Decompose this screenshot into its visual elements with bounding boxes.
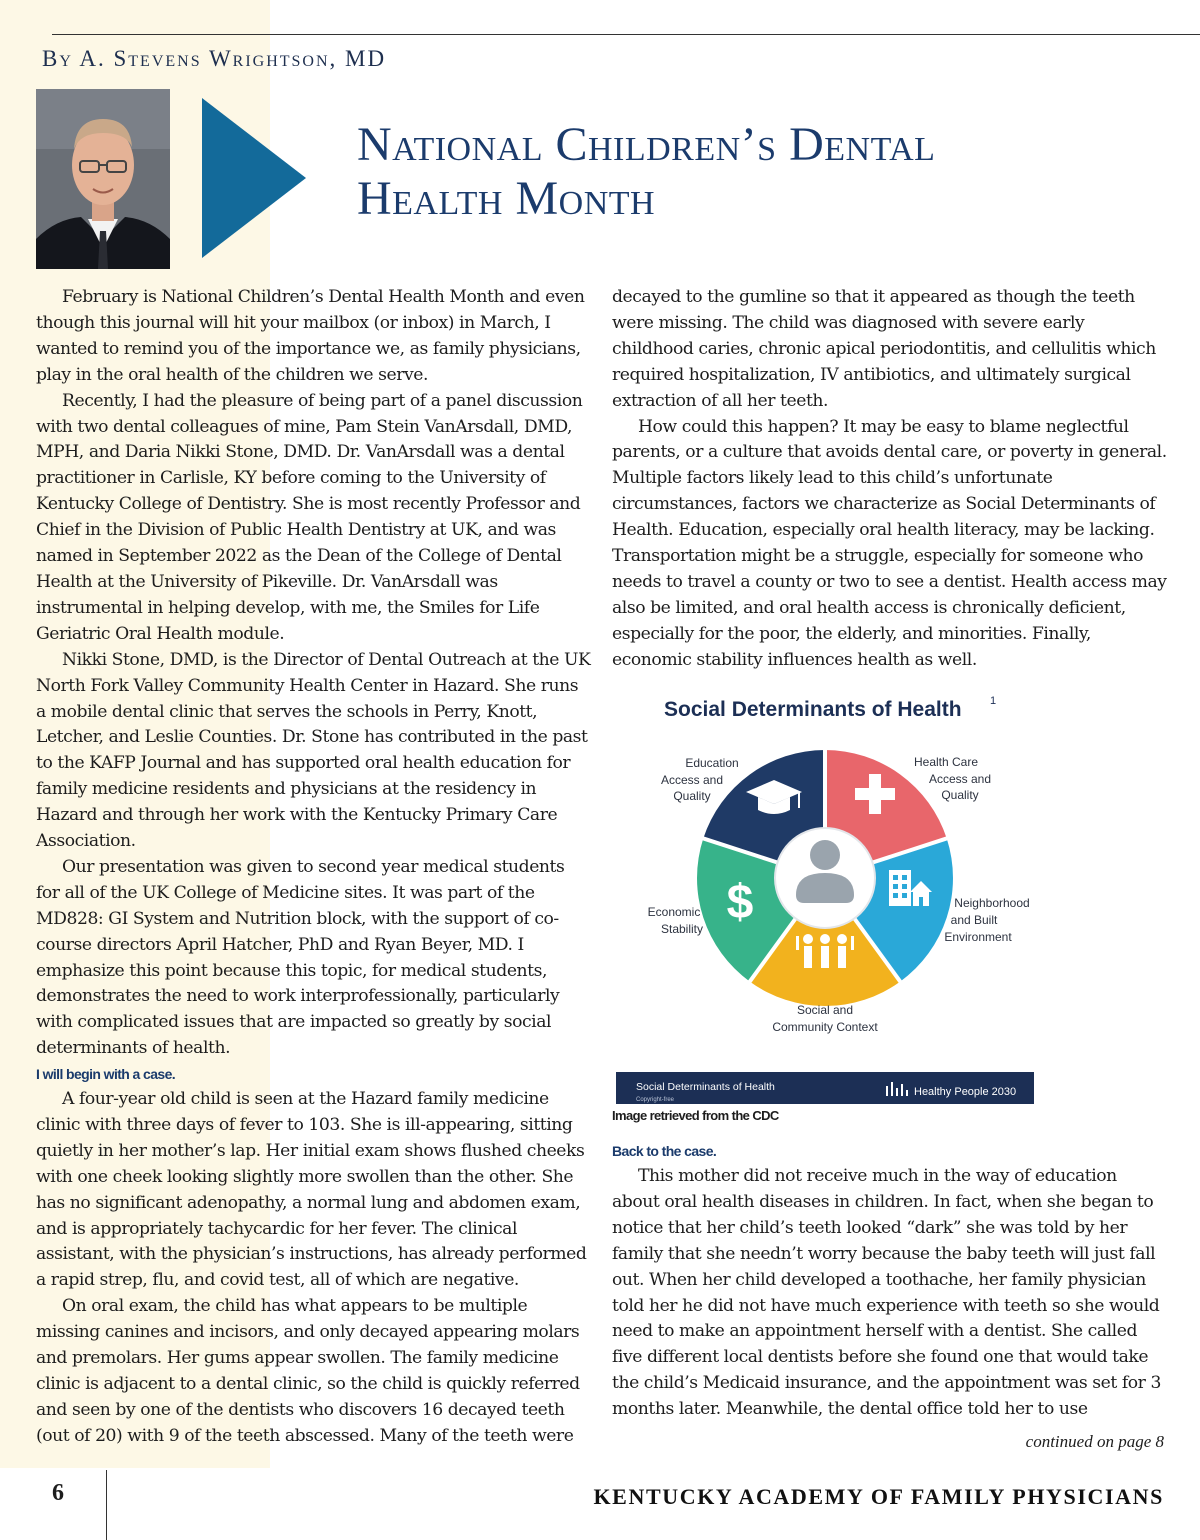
sdoh-label-social-1: Social and	[796, 1003, 854, 1017]
sdoh-label-neighborhood-2: and Built	[950, 913, 998, 927]
sdoh-label-health-2: Access and	[928, 772, 992, 786]
title-arrow-icon	[202, 98, 306, 262]
left-column-case	[36, 1087, 592, 1450]
paragraph: Our presentation was given to second year medical students for all of the UK College of Medicine sites. It was part of the MD828: GI System and Nutrition block, with the support of co-course directors April Hatcher, PhD and Ryan Beyer, MD. I emphasize this point because this topic, for medical students, demonstrates the need to work interprofessionally, particularly with complicated issues that are impacted so greatly by social determinants of health.	[36, 856, 565, 1059]
sdoh-label-education-2: Access and	[660, 773, 724, 787]
image-caption: Image retrieved from the CDC	[612, 1108, 779, 1123]
sdoh-label-social-2: Community Context	[772, 1020, 878, 1034]
sdoh-label-economic-2: Stability	[660, 922, 704, 936]
author-photo	[36, 89, 170, 269]
people-group-icon	[796, 934, 854, 968]
paragraph: On oral exam, the child has what appears to be multiple missing canines and incisors, and only decayed appearing molars and premolars. Her gums appear swollen. The family medicine clinic is adjacent to a dental clinic, so the child is quickly referred and seen by one of the dentists who discovers 16 decayed teeth (out of 20) with 9 of the teeth abscessed. Many of the teeth were	[36, 1296, 580, 1446]
sdoh-superscript: 1	[990, 695, 997, 707]
paragraph: Recently, I had the pleasure of being part of a panel discussion with two dental colleagues of mine, Pam Stein VanArsdall, DMD, MPH, and Daria Nikki Stone, DMD. Dr. VanArsdall was a dental practitioner in Carlisle, KY before coming to the University of Kentucky College of Dentistry. She is most recently Professor and Chief in the Division of Public Health Dentistry at UK, and was named in September 2022 as the Dean of the College of Dental Health at the University of Pikeville. Dr. VanArsdall was instrumental in helping develop, with me, the Smiles for Life Geriatric Oral Health module.	[36, 390, 583, 644]
paragraph: How could this happen? It may be easy to blame neglectful parents, or a culture that avoids dental care, or poverty in general. Multiple factors likely lead to this child’s unfortunate circumstances, factors we characterize as Social Determinants of Health. Education, especially oral health literacy, may be lacking. Transportation might be a struggle, especially for someone who needs to travel a county or two to see a dentist. Health access may also be limited, and oral health access is chronically deficient, especially for the poor, the elderly, and minorities. Finally, economic stability influences health as well.	[612, 416, 1167, 670]
case-heading: I will begin with a case.	[36, 1066, 176, 1082]
dollar-icon: $	[726, 876, 754, 929]
right-column-top	[612, 285, 1168, 674]
sdoh-label-education-1: Education	[685, 756, 739, 770]
sdoh-title: Social Determinants of Health	[664, 698, 962, 721]
top-rule	[52, 34, 1200, 35]
sdoh-banner-right: Healthy People 2030	[914, 1086, 1017, 1098]
page-number: 6	[52, 1480, 64, 1506]
paragraph: February is National Children’s Dental Health Month and even though this journal will hit your mailbox (or inbox) in March, I wanted to remind you of the importance we, as family physicians, play in the oral health of the children we serve.	[36, 287, 585, 385]
sdoh-figure	[616, 682, 1034, 1104]
sdoh-label-neighborhood-3: Environment	[944, 930, 1012, 944]
footer-divider	[106, 1470, 107, 1540]
sdoh-banner-sub: Copyright-free	[636, 1097, 675, 1103]
sdoh-label-health-3: Quality	[941, 788, 979, 802]
paragraph: A four-year old child is seen at the Hazard family medicine clinic with three days of fever to 103. She is ill-appearing, sitting quietly in her mother’s lap. Her initial exam shows flushed cheeks with one cheek looking slightly more swollen than the other. She has no significant adenopathy, a normal lung and abdomen exam, and is appropriately tachycardic for her fever. The clinical assistant, with the physician’s instructions, has already performed a rapid strep, flu, and covid test, all of which are negative.	[36, 1089, 587, 1291]
title-line-2: Health Month	[357, 172, 656, 225]
right-column-back	[612, 1164, 1168, 1423]
sdoh-label-neighborhood-1: Neighborhood	[954, 896, 1030, 910]
paragraph: This mother did not receive much in the way of education about oral health diseases in children. In fact, when she began to notice that her child’s teeth looked “dark” she was told by her family that she needn’t worry because the baby teeth will just fall out. When her child developed a toothache, her family physician told her he did not have much experience with teeth so she would need to make an appointment herself with a dentist. She called five different local dentists before she found one that would take the child’s Medicaid insurance, and the appointment was set for 3 months later. Meanwhile, the dental office told her to use	[612, 1166, 1161, 1420]
sdoh-banner-left: Social Determinants of Health	[636, 1081, 775, 1093]
footer-organization: KENTUCKY ACADEMY OF FAMILY PHYSICIANS	[593, 1484, 1164, 1509]
title-line-1: National Children’s Dental	[357, 118, 936, 171]
continued-note: continued on page 8	[1025, 1432, 1164, 1451]
sdoh-label-economic-1: Economic	[647, 905, 701, 919]
left-column-intro	[36, 285, 592, 1062]
paragraph: Nikki Stone, DMD, is the Director of Dental Outreach at the UK North Fork Valley Community Health Center in Hazard. She runs a mobile dental clinic that serves the schools in Perry, Knott, Letcher, and Leslie Counties. Dr. Stone has contributed in the past to the KAFP Journal and has supported oral health education for family medicine residents and physicians at the residency in Hazard and through her work with the Kentucky Primary Care Association.	[36, 649, 591, 852]
article-title	[357, 118, 1077, 226]
byline: By A. Stevens Wrightson, MD	[42, 46, 387, 71]
back-to-case-heading: Back to the case.	[612, 1143, 717, 1159]
sdoh-label-health-1: Health Care	[913, 755, 979, 769]
sdoh-label-education-3: Quality	[673, 789, 711, 803]
paragraph: decayed to the gumline so that it appeared as though the teeth were missing. The child was diagnosed with severe early childhood caries, chronic apical periodontitis, and cellulitis which required hospitalization, IV antibiotics, and ultimately surgical extraction of all her teeth.	[612, 287, 1156, 411]
